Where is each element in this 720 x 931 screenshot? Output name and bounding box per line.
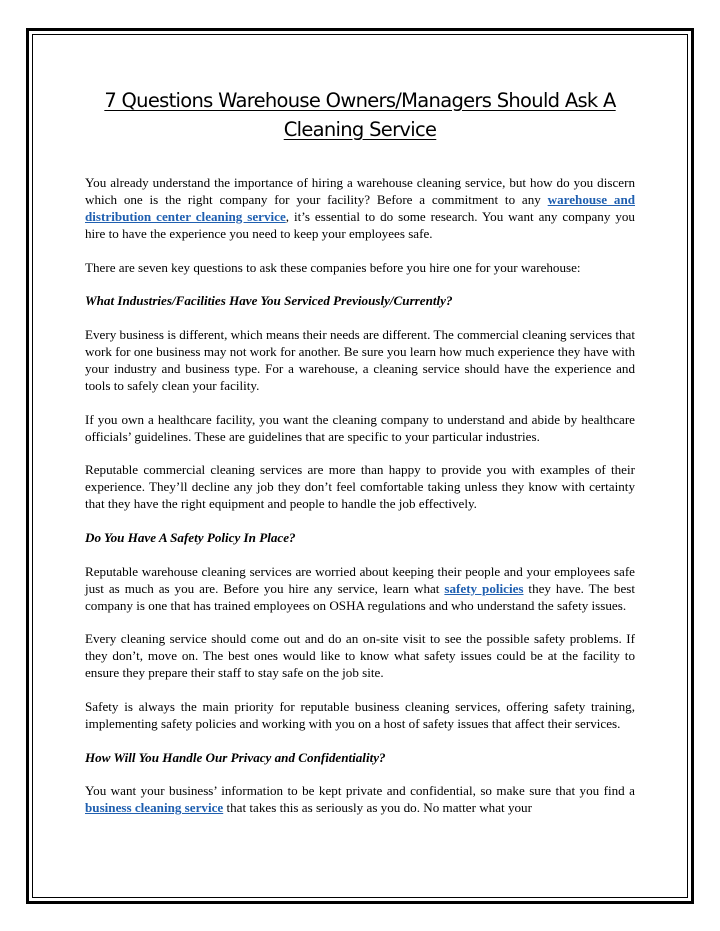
page-title-line-2: Cleaning Service [283, 118, 437, 141]
paragraph-key-questions: There are seven key questions to ask these companies before you hire one for your warehouse: [85, 259, 581, 275]
paragraph-safety-worried [85, 564, 635, 615]
paragraph-reputable-services: Reputable commercial cleaning services are more than happy to provide you with examples of their experience. They’ll decline any job they don’t feel comfortable taking unless they know with certainty that they have the right equipment and people to handle the job effectively. [85, 462, 635, 512]
section-heading-safety: Do You Have A Safety Policy In Place? [85, 529, 296, 545]
paragraph-text: You already understand the importance of hiring a warehouse cleaning service, but how do you discern which one is the right company for your facility? Before a commitment to any [85, 175, 635, 207]
warehouse-cleaning-link[interactable]: warehouse and distribution center cleaning service [85, 191, 636, 224]
paragraph-text: You want your business’ information to be kept private and confidential, so make sure that you find a [85, 783, 635, 799]
paragraph-intro [85, 175, 635, 243]
paragraph-onsite-visit: Every cleaning service should come out and do an on-site visit to see the possible safety problems. If they don’t, move on. The best ones would like to know what safety issues could be at the facility to ensure they prepare their staff to stay safe on the job site. [85, 631, 635, 681]
document-body [85, 175, 635, 817]
business-cleaning-link[interactable]: business cleaning service [85, 800, 224, 816]
paragraph-healthcare: If you own a healthcare facility, you want the cleaning company to understand and abide by healthcare officials’ guidelines. These are guidelines that are specific to your particular industries. [85, 411, 635, 444]
paragraph-privacy [85, 783, 635, 817]
paragraph-every-business: Every business is different, which means their needs are different. The commercial cleaning services that work for one business may not work for another. Be sure you learn how much experience they have with your industry and business type. For a warehouse, a cleaning service should have the experience and tools to safely clean your facility. [85, 327, 635, 393]
paragraph-text: that takes this as seriously as you do. No matter what your [223, 800, 532, 816]
paragraph-text: they have. The best company is one that has trained employees on OSHA regulations and who understand the safety issues. [85, 580, 635, 613]
section-heading-privacy: How Will You Handle Our Privacy and Confidentiality? [85, 749, 386, 765]
paragraph-text: , it’s essential to do some research. You want any company you hire to have the experience you need to keep your employees safe. [85, 208, 635, 241]
safety-policies-link[interactable]: safety policies [444, 580, 524, 596]
page-title-line-1: 7 Questions Warehouse Owners/Managers Should Ask A [104, 89, 616, 112]
paragraph-safety-priority: Safety is always the main priority for reputable business cleaning services, offering safety training, implementing safety policies and working with you on a host of safety issues that affect their services. [85, 698, 635, 731]
paragraph-text: Reputable warehouse cleaning services are worried about keeping their people and your employees safe just as much as you are. Before you hire any service, learn what [85, 563, 635, 596]
page-title [40, 86, 680, 144]
section-heading-industries: What Industries/Facilities Have You Serviced Previously/Currently? [85, 293, 453, 309]
